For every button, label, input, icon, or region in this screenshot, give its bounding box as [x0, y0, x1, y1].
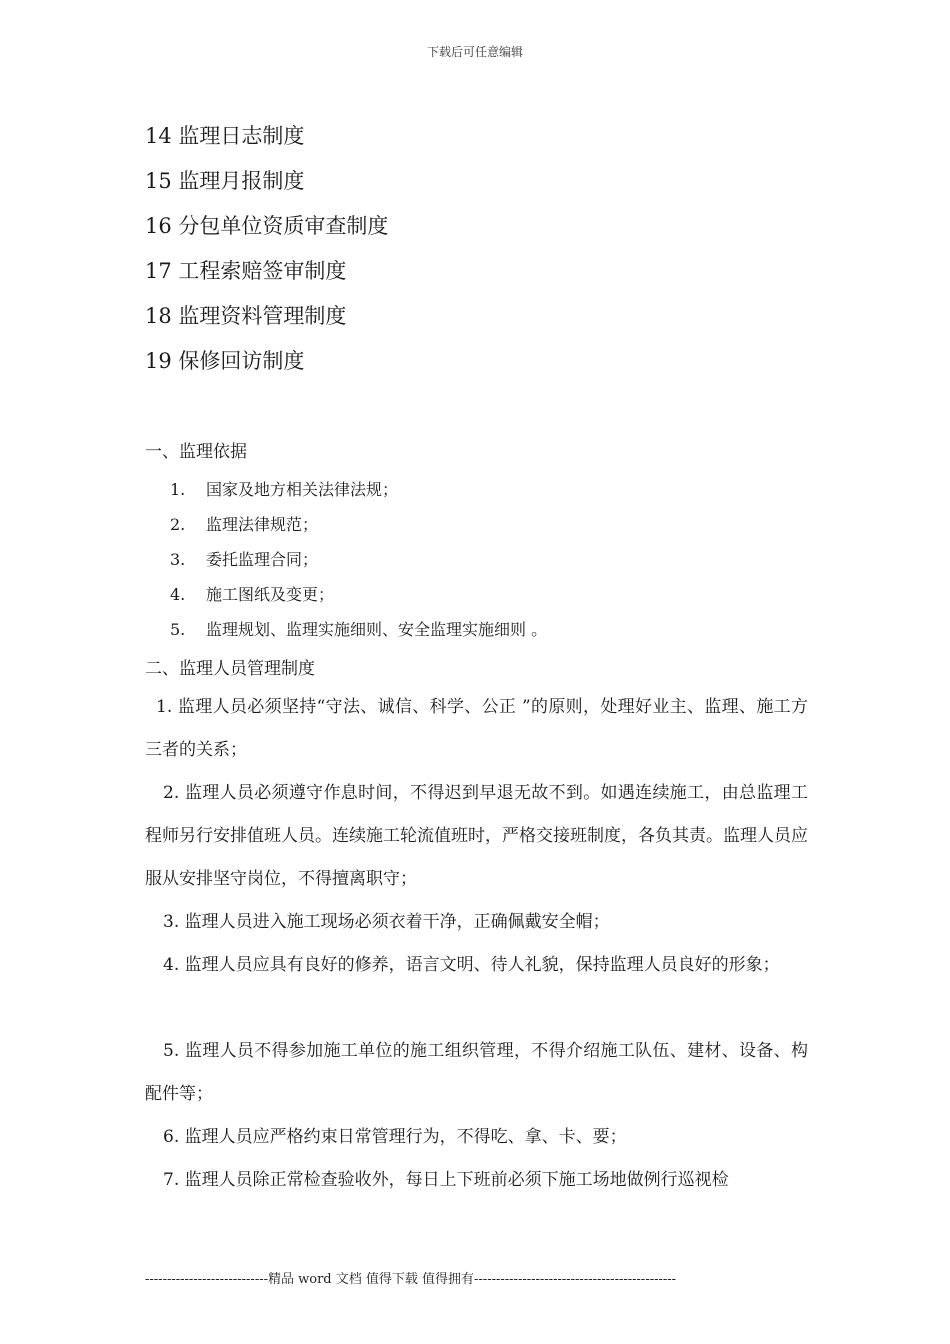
item-number: 2. [170, 515, 186, 534]
paragraph: 4. 监理人员应具有良好的修养，语言文明、待人礼貌，保持监理人员良好的形象； [163, 955, 780, 975]
paragraph: 5. 监理人员不得参加施工单位的施工组织管理，不得介绍施工队伍、建材、设备、构配件等； [145, 1041, 808, 1104]
item-text: 委托监理合同； [206, 550, 319, 569]
list-item [170, 581, 547, 616]
item-text: 国家及地方相关法律法规； [206, 480, 399, 499]
toc-item: 16 分包单位资质审查制度 [145, 214, 389, 238]
list-item [170, 546, 547, 581]
item-text: 监理规划、监理实施细则、安全监理实施细则 。 [206, 620, 548, 639]
toc-item: 17 工程索赔签审制度 [145, 259, 347, 283]
item-number: 5. [170, 620, 186, 639]
list-item [170, 511, 547, 546]
toc-item: 18 监理资料管理制度 [145, 304, 347, 328]
item-number: 1. [170, 480, 186, 499]
paragraph: 6. 监理人员应严格约束日常管理行为，不得吃、拿、卡、要； [163, 1127, 627, 1147]
paragraph: 2. 监理人员必须遵守作息时间，不得迟到早退无故不到。如遇连续施工，由总监理工程师另行安排值班人员。连续施工轮流值班时，严格交接班制度，各负其责。监理人员应服从安排坚守岗位，不得擅离职守； [145, 783, 808, 889]
page-header: 下载后可任意编辑 [426, 45, 523, 59]
item-text: 监理法律规范； [206, 515, 319, 534]
section-title-personnel: 二、监理人员管理制度 [145, 659, 315, 679]
item-text: 施工图纸及变更； [206, 585, 335, 604]
item-number: 4. [170, 585, 186, 604]
paragraph: 7. 监理人员除正常检查验收外，每日上下班前必须下施工场地做例行巡视检 [163, 1170, 729, 1190]
basis-list [170, 476, 547, 651]
paragraph: 3. 监理人员进入施工现场必须衣着干净，正确佩戴安全帽； [163, 912, 610, 932]
page-footer: ----------------------------精品 word 文档 值得下载 值得拥有---------------------------------------------- [145, 1272, 677, 1287]
toc-list [145, 118, 388, 388]
list-item [170, 616, 547, 651]
toc-item: 19 保修回访制度 [145, 349, 305, 373]
section-title-basis: 一、监理依据 [145, 442, 247, 462]
item-number: 3. [170, 550, 186, 569]
paragraph: 1. 监理人员必须坚持“守法、诚信、科学、公正 ”的原则，处理好业主、监理、施工方三者的关系； [145, 697, 808, 760]
toc-item: 14 监理日志制度 [145, 124, 305, 148]
list-item [170, 476, 547, 511]
toc-item: 15 监理月报制度 [145, 169, 305, 193]
